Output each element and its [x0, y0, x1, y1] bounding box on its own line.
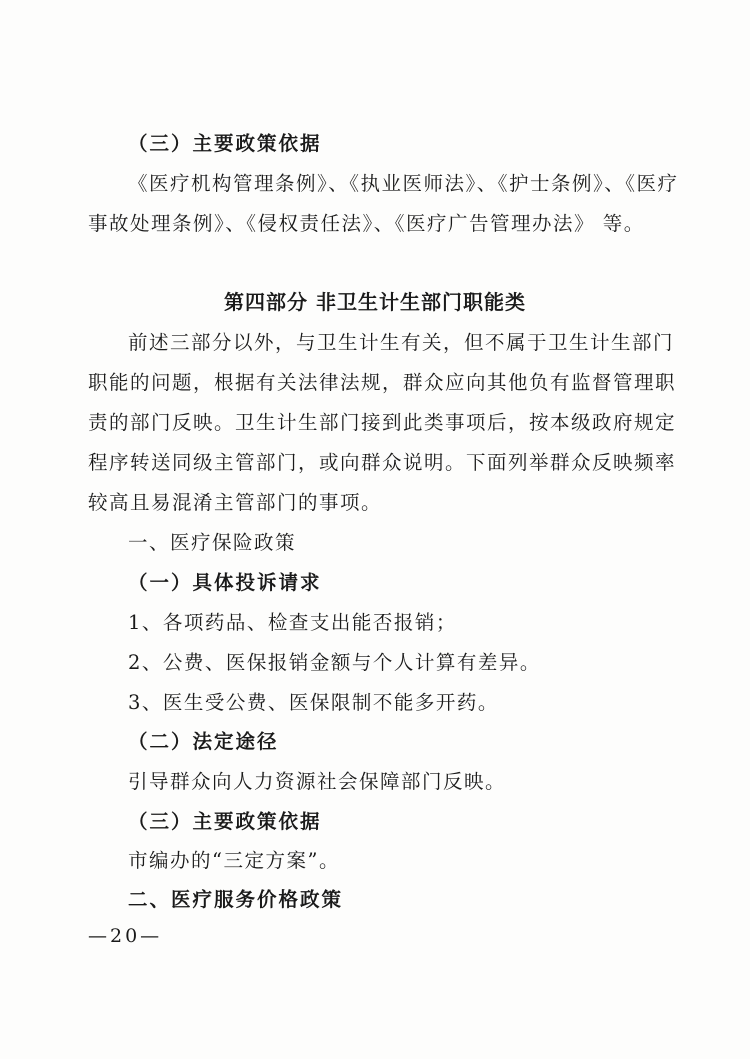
item-1-sub-2-body: 引导群众向人力资源社会保障部门反映。 [128, 770, 507, 793]
intro-line-1: 前述三部分以外，与卫生计生有关，但不属于卫生计生部门 [128, 331, 675, 354]
section-3-heading: （三）主要政策依据 [128, 132, 322, 155]
section-3-body-line-2: 事故处理条例》、《侵权责任法》、《医疗广告管理办法》 等。 [88, 212, 645, 235]
item-1-sub-1-point-1: 1、各项药品、检查支出能否报销； [128, 611, 457, 634]
item-1-sub-1-point-3: 3、医生受公费、医保限制不能多开药。 [128, 691, 499, 714]
item-1-sub-3-heading: （三）主要政策依据 [128, 810, 322, 833]
section-3-body-line-1: 《医疗机构管理条例》、《执业医师法》、《护士条例》、《医疗 [128, 172, 679, 195]
part-4-title: 第四部分 非卫生计生部门职能类 [224, 290, 526, 314]
intro-line-4: 程序转送同级主管部门，或向群众说明。下面列举群众反映频率 [88, 451, 677, 474]
intro-line-2: 职能的问题，根据有关法律法规，群众应向其他负有监督管理职 [88, 371, 677, 394]
item-1-sub-1-point-2: 2、公费、医保报销金额与个人计算有差异。 [128, 651, 541, 674]
item-1-sub-2-heading: （二）法定途径 [128, 730, 279, 753]
intro-line-3: 责的部门反映。卫生计生部门接到此类事项后，按本级政府规定 [88, 411, 677, 434]
item-1-sub-1-heading: （一）具体投诉请求 [128, 571, 322, 594]
item-2-heading: 二、医疗服务价格政策 [128, 888, 344, 911]
item-1-sub-3-body: 市编办的“三定方案”。 [128, 849, 340, 872]
page-number: —20— [88, 925, 163, 947]
intro-line-5: 较高且易混淆主管部门的事项。 [88, 491, 383, 514]
item-1-heading: 一、医疗保险政策 [128, 531, 297, 554]
